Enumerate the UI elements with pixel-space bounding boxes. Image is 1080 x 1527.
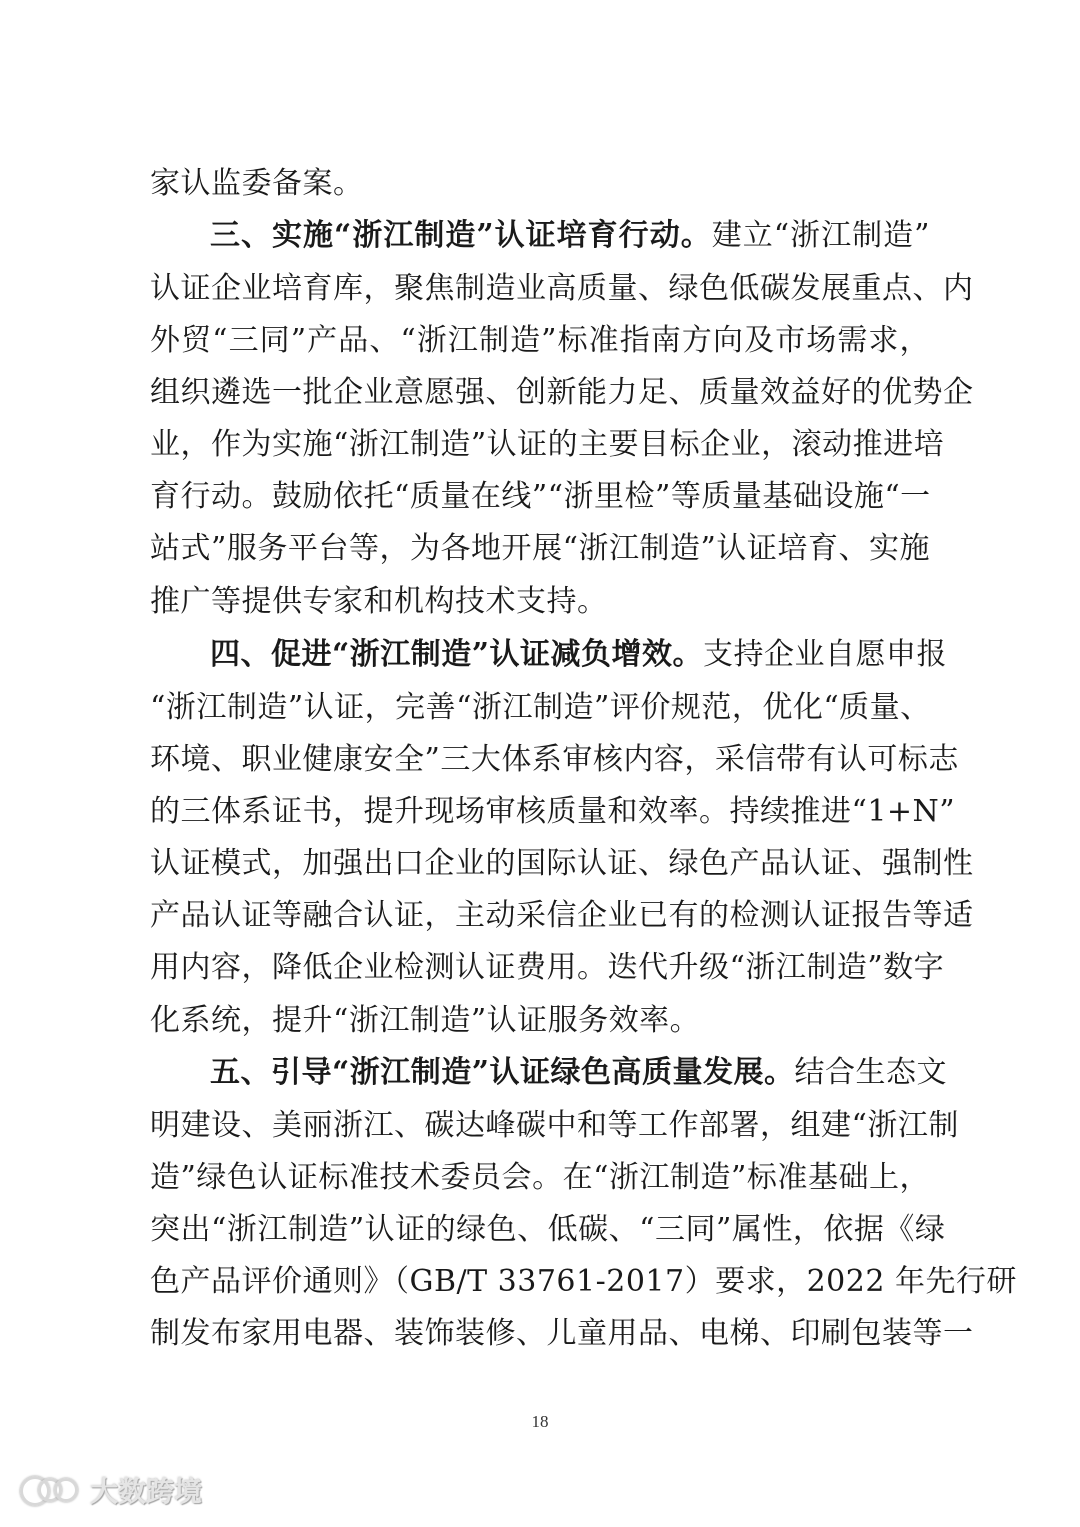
text-line: 制发布家用电器、装饰装修、儿童用品、电梯、印刷包装等一 bbox=[150, 1316, 974, 1351]
text-line: 外贸“三同”产品、“浙江制造”标准指南方向及市场需求， bbox=[150, 323, 930, 358]
text-line: 环境、职业健康安全”三大体系审核内容，采信带有认可标志 bbox=[150, 742, 959, 777]
watermark-text: 大数跨境 bbox=[90, 1475, 203, 1508]
text-line: 认证模式，加强出口企业的国际认证、绿色产品认证、强制性 bbox=[150, 846, 974, 881]
text-line: 的三体系证书，提升现场审核质量和效率。持续推进“1+N” bbox=[150, 794, 956, 829]
text-line: 站式”服务平台等，为各地开展“浙江制造”认证培育、实施 bbox=[150, 531, 930, 566]
text-line: “浙江制造”认证，完善“浙江制造”评价规范，优化“质量、 bbox=[150, 690, 931, 725]
section-lead: 建立“浙江制造” bbox=[711, 218, 930, 253]
section-heading: 三、实施“浙江制造”认证培育行动。 bbox=[210, 218, 712, 253]
text-line: 造”绿色认证标准技术委员会。在“浙江制造”标准基础上， bbox=[150, 1160, 930, 1195]
section-lead: 结合生态文 bbox=[794, 1055, 948, 1090]
text-line: 化系统，提升“浙江制造”认证服务效率。 bbox=[150, 1003, 701, 1038]
section-heading: 五、引导“浙江制造”认证绿色高质量发展。 bbox=[210, 1055, 795, 1090]
text-line: 育行动。鼓励依托“质量在线”“浙里检”等质量基础设施“一 bbox=[150, 479, 931, 514]
text-line: 用内容，降低企业检测认证费用。迭代升级“浙江制造”数字 bbox=[150, 950, 945, 985]
text-line: 产品认证等融合认证，主动采信企业已有的检测认证报告等适 bbox=[150, 898, 974, 933]
text-line: 认证企业培育库，聚焦制造业高质量、绿色低碳发展重点、内 bbox=[150, 271, 974, 306]
text-line: 色产品评价通则》（GB/T 33761-2017）要求，2022 年先行研 bbox=[150, 1264, 1017, 1299]
text-line: 组织遴选一批企业意愿强、创新能力足、质量效益好的优势企 bbox=[150, 375, 974, 410]
section-heading-line bbox=[210, 210, 930, 262]
section-heading-line bbox=[210, 629, 948, 681]
section-lead: 支持企业自愿申报 bbox=[703, 637, 948, 672]
watermark-logo-icon bbox=[20, 1470, 82, 1510]
text-line: 家认监委备案。 bbox=[150, 166, 364, 201]
page-number: 18 bbox=[531, 1412, 549, 1431]
section-heading-line bbox=[210, 1047, 948, 1099]
text-line: 业，作为实施“浙江制造”认证的主要目标企业，滚动推进培 bbox=[150, 427, 945, 462]
watermark bbox=[20, 1470, 202, 1510]
text-line: 明建设、美丽浙江、碳达峰碳中和等工作部署，组建“浙江制 bbox=[150, 1108, 959, 1143]
section-heading: 四、促进“浙江制造”认证减负增效。 bbox=[210, 637, 704, 672]
text-line: 推广等提供专家和机构技术支持。 bbox=[150, 584, 608, 619]
text-line: 突出“浙江制造”认证的绿色、低碳、“三同”属性，依据《绿 bbox=[150, 1212, 946, 1247]
